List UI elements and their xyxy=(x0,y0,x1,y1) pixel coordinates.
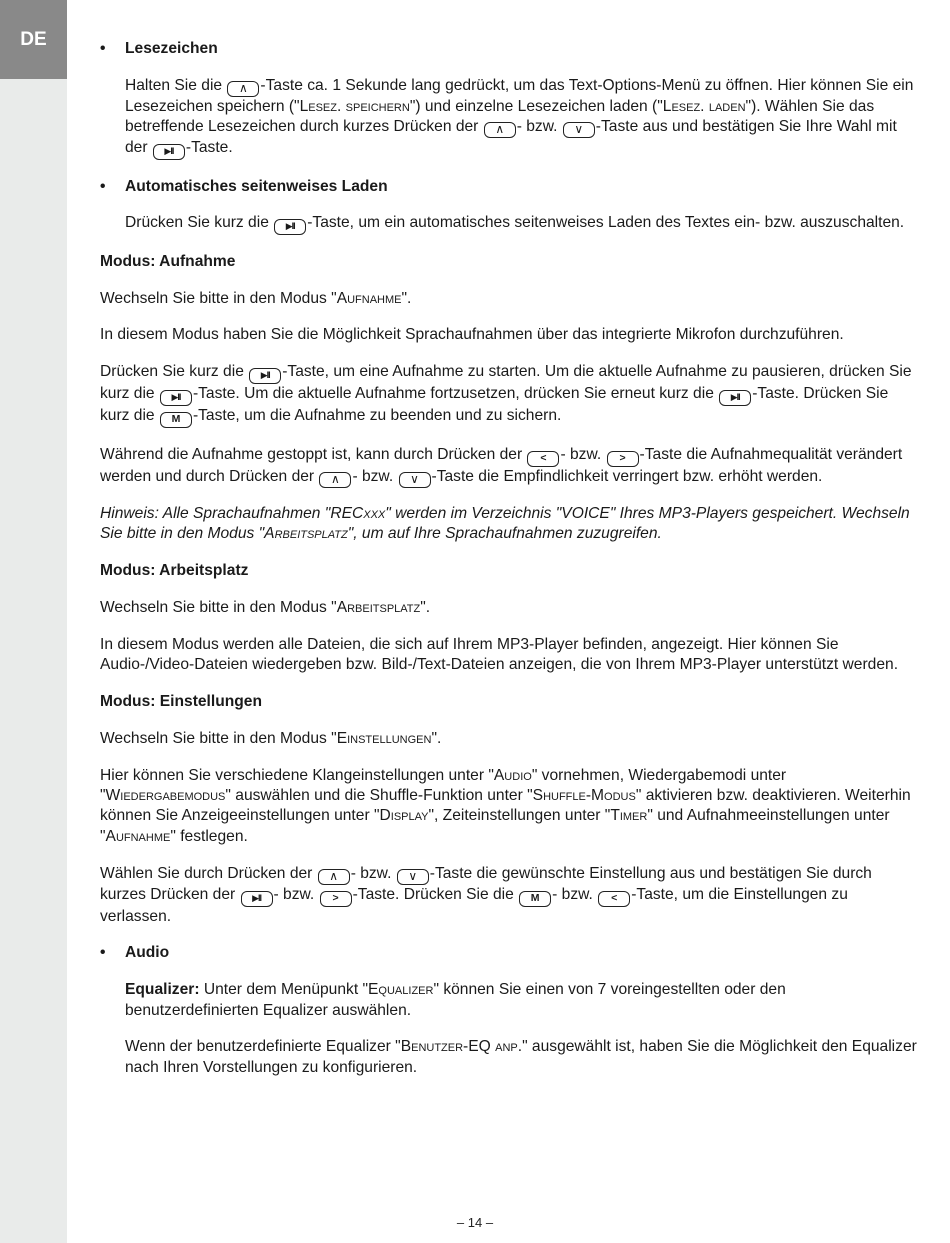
text: Drücken Sie kurz die xyxy=(100,363,249,381)
text: -Taste, um ein automatisches seitenweises Laden des Textes ein- bzw. auszuschalten. xyxy=(307,214,905,232)
menu-term: Aufnahme xyxy=(105,827,171,845)
text: " ausgewählt ist, haben Sie die Möglichkeit den Equalizer nach Ihren Vorstellungen zu konfigurieren. xyxy=(125,1038,917,1076)
paragraph-einstellungen-2 xyxy=(100,766,920,848)
paragraph-aufnahme-4 xyxy=(100,445,920,488)
text: ". xyxy=(431,729,442,747)
text: Während die Aufnahme gestoppt ist, kann durch Drücken der xyxy=(100,445,527,463)
text: " aktivieren bzw. deaktivieren. Weiterhin können Sie Anzeigeeinstellungen unter " xyxy=(100,786,911,825)
text: -Taste. Drücken Sie die xyxy=(352,885,519,903)
text: -Taste die gewünschte Einstellung aus und bestätigen Sie durch kurzes Drücken der xyxy=(100,864,872,903)
text: " auswählen und die Shuffle-Funktion unter " xyxy=(225,786,533,804)
text: " und Aufnahmeeinstellungen unter " xyxy=(100,807,890,845)
text: Hier können Sie verschiedene Klangeinstellungen unter " xyxy=(100,766,494,784)
up-key-icon: ∧ xyxy=(319,472,351,488)
text: - bzw. xyxy=(516,118,562,136)
text: -Taste, um die Einstellungen zu verlassen. xyxy=(100,885,848,925)
menu-term: Audio xyxy=(493,766,532,784)
text: Hinweis: Alle Sprachaufnahmen "REC xyxy=(100,504,364,522)
text: -Taste. xyxy=(185,139,233,157)
text: -Taste, um die Aufnahme zu beenden und zu sichern. xyxy=(192,407,562,425)
equalizer-label: Equalizer: xyxy=(125,981,200,999)
bullet-heading-audio xyxy=(100,943,920,963)
text: Wählen Sie durch Drücken der xyxy=(100,864,317,882)
menu-term: Shuffle-Modus xyxy=(532,786,636,804)
left-key-icon: < xyxy=(598,891,630,907)
side-strip xyxy=(0,0,67,1243)
paragraph-auto-laden xyxy=(100,213,920,235)
text: - bzw. xyxy=(350,864,396,882)
paragraph-einstellungen-3 xyxy=(100,864,920,927)
text: Halten Sie die xyxy=(125,76,227,94)
play-pause-key-icon: ▶II xyxy=(249,368,281,384)
menu-key-icon: M xyxy=(519,891,551,907)
text: ". xyxy=(401,289,412,307)
text: -Taste, um eine Aufnahme zu starten. Um die aktuelle Aufnahme zu pausieren, drücken Sie kurz die xyxy=(100,363,912,403)
paragraph-einstellungen-1 xyxy=(100,729,920,749)
menu-term: Arbeitsplatz xyxy=(336,598,421,616)
right-key-icon: > xyxy=(607,451,639,467)
up-key-icon: ∧ xyxy=(227,81,259,97)
text: - bzw. xyxy=(560,445,606,463)
bullet-dot: • xyxy=(100,177,106,195)
up-key-icon: ∧ xyxy=(484,122,516,138)
menu-term: Arbeitsplatz xyxy=(264,525,348,543)
bullet-heading-lesezeichen xyxy=(100,39,920,59)
down-key-icon: ∨ xyxy=(397,869,429,885)
text: Unter dem Menüpunkt " xyxy=(199,981,369,999)
play-pause-key-icon: ▶II xyxy=(241,891,273,907)
text: - bzw. xyxy=(273,885,319,903)
text: -Taste. Um die aktuelle Aufnahme fortzusetzen, drücken Sie erneut kurz die xyxy=(192,385,719,403)
text: ", um auf Ihre Sprachaufnahmen zuzugreifen. xyxy=(347,525,662,543)
text: Wenn der benutzerdefinierte Equalizer " xyxy=(125,1038,401,1056)
play-pause-key-icon: ▶II xyxy=(719,390,751,406)
up-key-icon: ∧ xyxy=(318,869,350,885)
paragraph-aufnahme-1 xyxy=(100,289,920,309)
play-pause-key-icon: ▶II xyxy=(274,219,306,235)
note-aufnahme xyxy=(100,504,920,545)
text: -Taste die Aufnahmequalität verändert werden und durch Drücken der xyxy=(100,445,903,485)
paragraph-aufnahme-3 xyxy=(100,362,920,428)
heading-einstellungen: Modus: Einstellungen xyxy=(100,692,262,710)
down-key-icon: ∨ xyxy=(399,472,431,488)
text: Wechseln Sie bitte in den Modus " xyxy=(100,729,337,747)
heading-aufnahme: Modus: Aufnahme xyxy=(100,252,236,270)
text: Wechseln Sie bitte in den Modus " xyxy=(100,598,337,616)
paragraph-arbeitsplatz-1 xyxy=(100,598,920,618)
left-key-icon: < xyxy=(527,451,559,467)
text: -Taste ca. 1 Sekunde lang gedrückt, um das Text-Options-Menü zu öffnen. Hier können Sie ein Lesezeichen speichern (" xyxy=(125,76,914,115)
menu-term: Benutzer-EQ anp. xyxy=(400,1038,523,1056)
text: - bzw. xyxy=(352,467,398,485)
heading-text: Lesezeichen xyxy=(125,40,218,57)
menu-term: Display xyxy=(379,807,429,825)
paragraph-lesezeichen xyxy=(100,76,920,160)
page-number: – 14 – xyxy=(456,1215,494,1230)
down-key-icon: ∨ xyxy=(563,122,595,138)
text: Wechseln Sie bitte in den Modus " xyxy=(100,289,337,307)
paragraph-equalizer-2 xyxy=(100,1037,920,1078)
menu-term: Equalizer xyxy=(368,981,434,999)
page-content xyxy=(100,39,920,1095)
text: ". xyxy=(420,598,431,616)
heading-text: Automatisches seitenweises Laden xyxy=(125,177,388,195)
text: xxx xyxy=(363,504,386,522)
menu-term: Einstellungen xyxy=(336,729,432,747)
text: " können Sie einen von 7 voreingestellten oder den benutzerdefinierten Equalizer auswählen. xyxy=(125,981,786,1019)
text: Drücken Sie kurz die xyxy=(125,214,274,232)
bullet-heading-auto-laden xyxy=(100,177,920,197)
play-pause-key-icon: ▶II xyxy=(153,144,185,160)
bullet-dot: • xyxy=(100,40,106,57)
text: ") und einzelne Lesezeichen laden (" xyxy=(409,97,663,115)
text: " werden im Verzeichnis "VOICE" Ihres MP3-Players gespeichert. Wechseln Sie bitte in den Modus " xyxy=(100,504,910,543)
heading-arbeitsplatz: Modus: Arbeitsplatz xyxy=(100,562,249,580)
menu-term: Lesez. laden xyxy=(662,97,746,115)
text: " vornehmen, Wiedergabemodi unter " xyxy=(100,766,787,804)
menu-key-icon: M xyxy=(160,412,192,428)
right-key-icon: > xyxy=(320,891,352,907)
paragraph-arbeitsplatz-2: In diesem Modus werden alle Dateien, die sich auf Ihrem MP3-Player befinden, angezeigt. Hier können Sie Audio-/Video-Dateien wiedergeben bzw. Bild-/Text-Dateien anzeigen, die von Ihrem MP3-Player unterstützt werden. xyxy=(100,635,899,674)
menu-term: Aufnahme xyxy=(336,289,402,307)
heading-text: Audio xyxy=(125,944,170,962)
text: -Taste die Empfindlichkeit verringert bzw. erhöht werden. xyxy=(431,467,823,485)
menu-term: Lesez. speichern xyxy=(299,97,410,115)
text: -Taste. Drücken Sie kurz die xyxy=(100,385,889,425)
paragraph-equalizer-1 xyxy=(100,980,920,1021)
text: - bzw. xyxy=(552,885,598,903)
menu-term: Timer xyxy=(610,807,648,825)
paragraph-aufnahme-2: In diesem Modus haben Sie die Möglichkeit Sprachaufnahmen über das integrierte Mikrofon durchzuführen. xyxy=(100,326,844,344)
play-pause-key-icon: ▶II xyxy=(160,390,192,406)
text: " festlegen. xyxy=(170,827,248,845)
language-tab: DE xyxy=(0,0,67,79)
text: -Taste aus und bestätigen Sie Ihre Wahl mit der xyxy=(125,118,897,157)
text: "). Wählen Sie das betreffende Lesezeichen durch kurzes Drücken der xyxy=(125,97,875,136)
text: ", Zeiteinstellungen unter " xyxy=(428,807,611,825)
menu-term: Wiedergabemodus xyxy=(105,786,226,804)
bullet-dot: • xyxy=(100,944,106,962)
